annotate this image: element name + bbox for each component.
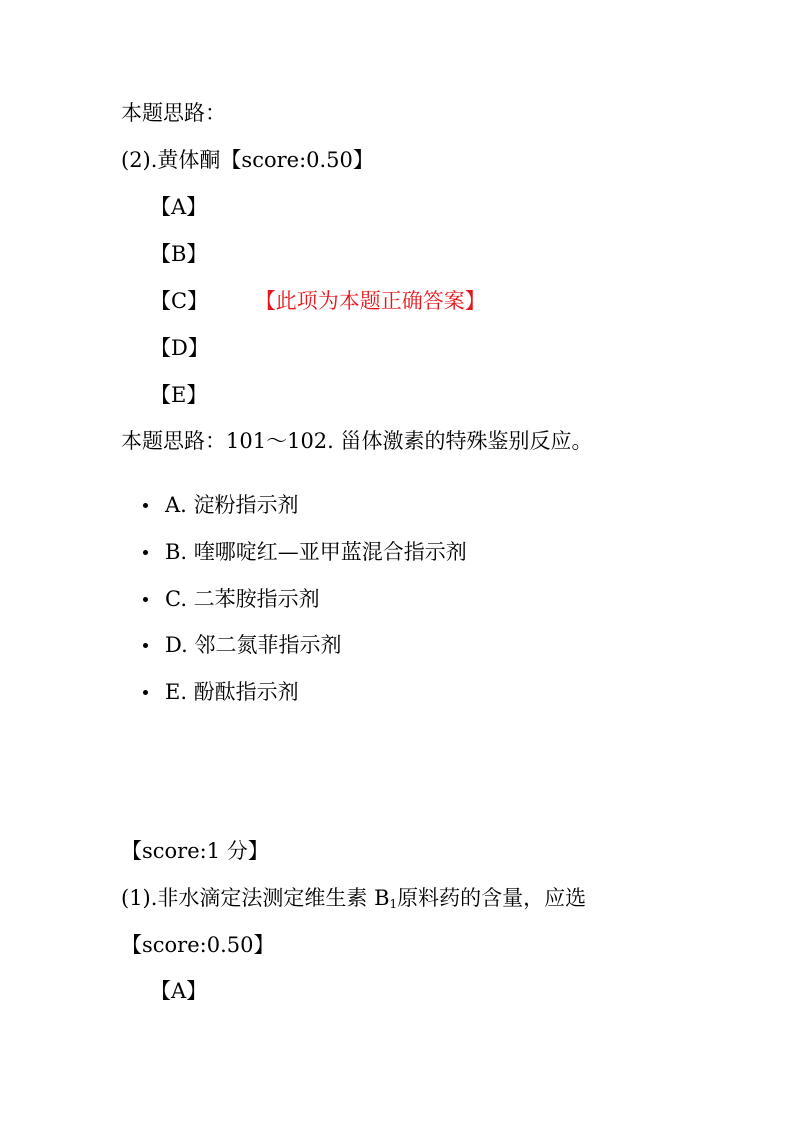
correct-answer-mark: 【此项为本题正确答案】 [254,289,486,313]
subscript: 1 [389,897,398,911]
question-1-title [121,884,586,918]
bullet-icon [143,503,148,508]
option-c-label: 【C】 [150,289,209,313]
option-c [150,287,486,315]
option-b: 【B】 [150,242,208,266]
question-2-title: (2).黄体酮【score:0.50】 [121,148,374,172]
question-1-text-rest: 原料药的含量，应选 [397,886,587,910]
analysis-text: 本题思路：101～102. 甾体激素的特殊鉴别反应。 [121,429,593,453]
bullet-icon [143,550,148,555]
option-a-q1: 【A】 [150,979,208,1003]
bullet-icon [143,643,148,648]
analysis-label: 本题思路： [121,101,226,125]
choice-text: B. 喹哪啶红—亚甲蓝混合指示剂 [165,540,467,564]
choice-item-b [143,538,467,566]
bullet-icon [143,690,148,695]
question-1-text: (1).非水滴定法测定维生素 B [121,886,390,910]
bullet-icon [143,597,148,602]
section-score: 【score:1 分】 [121,839,269,863]
choice-text: A. 淀粉指示剂 [165,493,299,517]
option-e: 【E】 [150,383,208,407]
choice-item-e [143,678,299,706]
option-a: 【A】 [150,195,208,219]
question-1-score: 【score:0.50】 [121,933,275,957]
choice-text: E. 酚酞指示剂 [165,680,299,704]
choice-text: D. 邻二氮菲指示剂 [165,633,342,657]
choice-text: C. 二苯胺指示剂 [165,587,320,611]
choice-item-d [143,631,341,659]
option-d: 【D】 [150,336,209,360]
choice-item-a [143,491,299,519]
choice-item-c [143,585,320,613]
